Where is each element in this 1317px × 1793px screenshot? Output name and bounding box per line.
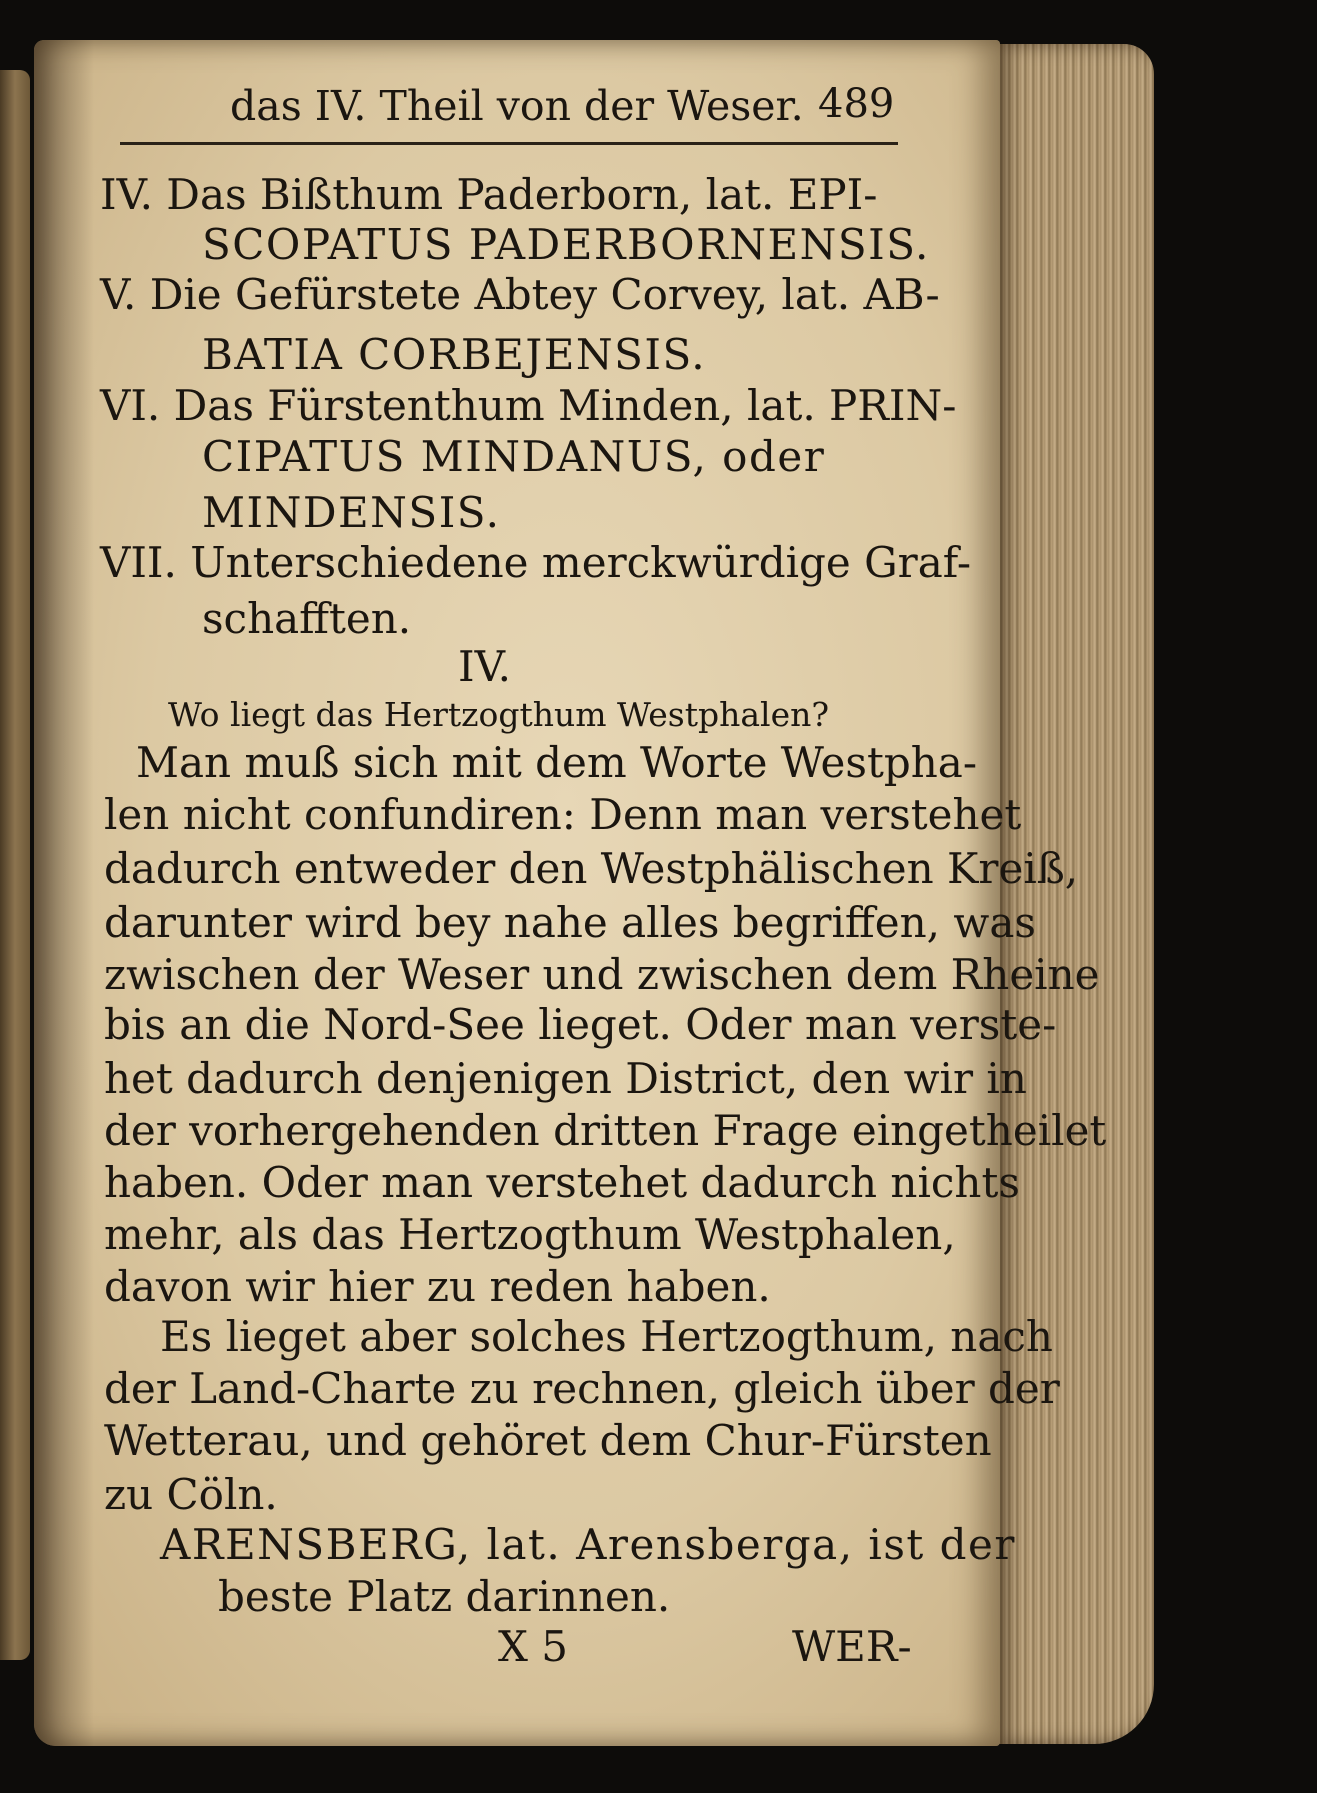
section-question: Wo liegt das Hertzogthum Westphalen? (168, 695, 830, 734)
text-line: haben. Oder man verstehet dadurch nichts (104, 1158, 1020, 1207)
signature-mark: X 5 (498, 1622, 568, 1671)
text-line: Es lieget aber solches Hertzogthum, nach (160, 1312, 1053, 1361)
text-line: V. Die Gefürstete Abtey Corvey, lat. AB- (100, 270, 940, 319)
text-line: VI. Das Fürstenthum Minden, lat. PRIN- (100, 381, 957, 430)
text-line: schafften. (202, 594, 412, 643)
text-line: der vorhergehenden dritten Frage eingetheilet (104, 1106, 1107, 1155)
text-line: CIPATUS MINDANUS, oder (202, 432, 826, 481)
header-rule (120, 142, 898, 145)
spine-shadow (34, 40, 94, 1746)
text-line: zwischen der Weser und zwischen dem Rheine (104, 950, 1100, 999)
text-line: MINDENSIS. (202, 488, 501, 537)
text-line: BATIA CORBEJENSIS. (202, 330, 707, 379)
left-page-edge (0, 70, 30, 1660)
text-line: ARENSBERG, lat. Arensberga, ist der (160, 1520, 1016, 1569)
text-line: der Land-Charte zu rechnen, gleich über der (104, 1364, 1060, 1413)
text-line: Man muß sich mit dem Worte Westpha- (136, 738, 978, 787)
text-line: Wetterau, und gehöret dem Chur-Fürsten (104, 1416, 992, 1465)
text-line: darunter wird bey nahe alles begriffen, was (104, 898, 1036, 947)
text-line: len nicht confundiren: Denn man verstehet (104, 790, 1022, 839)
text-line: SCOPATUS PADERBORNENSIS. (202, 220, 930, 269)
running-head: das IV. Theil von der Weser. (230, 82, 804, 130)
text-line: IV. Das Bißthum Paderborn, lat. EPI- (100, 170, 878, 219)
text-line: beste Platz darinnen. (218, 1572, 671, 1621)
text-line: zu Cöln. (104, 1470, 278, 1519)
text-line: mehr, als das Hertzogthum Westphalen, (104, 1210, 956, 1259)
catchword: WER- (792, 1622, 912, 1671)
text-line: het dadurch denjenigen District, den wir in (104, 1054, 1027, 1103)
text-line: davon wir hier zu reden haben. (104, 1262, 771, 1311)
text-line: dadurch entweder den Westphälischen Kreiß, (104, 844, 1079, 893)
page-block-edges (996, 44, 1154, 1744)
page-number: 489 (818, 81, 895, 127)
text-line: bis an die Nord-See lieget. Oder man verste- (104, 1000, 1057, 1049)
section-number: IV. (458, 642, 511, 691)
text-line: VII. Unterschiedene merckwürdige Graf- (100, 538, 972, 587)
